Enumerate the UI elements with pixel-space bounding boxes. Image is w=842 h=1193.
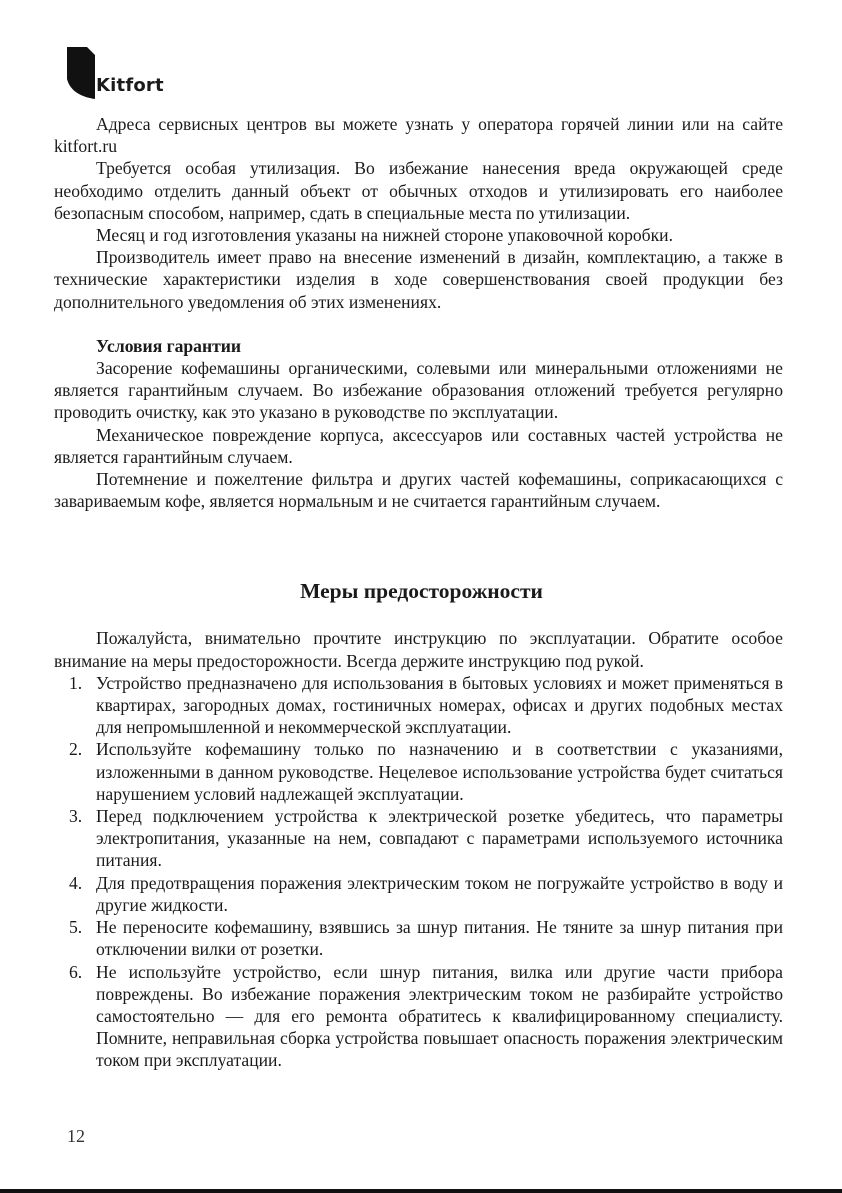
- list-item-number: 1.: [69, 672, 83, 693]
- list-item: [54, 916, 783, 960]
- list-item: [54, 961, 783, 1072]
- kitfort-logo-mark-icon: [67, 47, 95, 99]
- intro-paragraph: Требуется особая утилизация. Во избежание нанесения вреда окружающей среде необходимо отделить данный объект от обычных отходов и утилизировать его наиболее безопасным способом, например, сдать в специальные места по утилизации.: [54, 158, 783, 223]
- intro-paragraph: Адреса сервисных центров вы можете узнать у оператора горячей линии или на сайте kitfort.ru: [54, 114, 783, 157]
- list-item-number: 5.: [69, 917, 83, 938]
- list-item-number: 3.: [69, 806, 83, 827]
- list-item-text: Не переносите кофемашину, взявшись за шнур питания. Не тяните за шнур питания при отключении вилки от розетки.: [96, 917, 783, 960]
- list-item: [54, 738, 783, 805]
- section-title: Меры предосторожности: [300, 579, 543, 604]
- list-item-text: Перед подключением устройства к электрической розетке убедитесь, что параметры электропитания, указанные на нем, совпадают с параметрами используемого источника питания.: [96, 806, 783, 871]
- page-number: 12: [67, 1126, 85, 1146]
- precautions-list: [54, 672, 783, 1072]
- intro-paragraph: Месяц и год изготовления указаны на нижней стороне упаковочной коробки.: [96, 225, 673, 246]
- warranty-paragraph: Потемнение и пожелтение фильтра и других частей кофемашины, соприкасающихся с завариваемым кофе, является нормальным и не считается гарантийным случаем.: [54, 469, 783, 512]
- list-item-number: 4.: [69, 872, 83, 893]
- precautions-intro: Пожалуйста, внимательно прочтите инструкцию по эксплуатации. Обратите особое внимание на меры предосторожности. Всегда держите инструкцию под рукой.: [54, 628, 783, 671]
- list-item-number: 2.: [69, 739, 83, 760]
- list-item: [54, 872, 783, 916]
- bottom-edge-rule: [0, 1189, 842, 1193]
- list-item-number: 6.: [69, 961, 83, 982]
- list-item-text: Для предотвращения поражения электрическим током не погружайте устройство в воду и другие жидкости.: [96, 872, 783, 915]
- list-item: [54, 672, 783, 739]
- warranty-heading: Условия гарантии: [96, 335, 242, 356]
- list-item-text: Не используйте устройство, если шнур питания, вилка или другие части прибора повреждены. Во избежание поражения электрическим током не разбирайте устройство самостоятельно — для его ремонта обратитесь к квалифицированному специалисту. Помните, неправильная сборка устройства повышает опасность поражения электрическим током при эксплуатации.: [96, 961, 783, 1071]
- list-item-text: Используйте кофемашину только по назначению и в соответствии с указаниями, изложенными в данном руководстве. Нецелевое использование устройства будет считаться нарушением условий надлежащей эксплуатации.: [96, 739, 783, 804]
- logo-wordmark: Kitfort: [96, 75, 164, 96]
- page-content: [54, 113, 783, 1072]
- warranty-paragraph: Механическое повреждение корпуса, аксессуаров или составных частей устройства не является гарантийным случаем.: [54, 424, 783, 467]
- warranty-paragraph: Засорение кофемашины органическими, солевыми или минеральными отложениями не является гарантийным случаем. Во избежание образования отложений требуется регулярно проводить очистку, как это указано в руководстве по эксплуатации.: [54, 358, 783, 423]
- list-item-text: Устройство предназначено для использования в бытовых условиях и может применяться в квартирах, загородных домах, гостиничных номерах, офисах и других подобных местах для непромышленной и некоммерческой эксплуатации.: [96, 672, 783, 738]
- intro-paragraph: Производитель имеет право на внесение изменений в дизайн, комплектацию, а также в технические характеристики изделия в ходе совершенствования своей продукции без дополнительного уведомления об этих изменениях.: [54, 247, 783, 312]
- list-item: [54, 805, 783, 872]
